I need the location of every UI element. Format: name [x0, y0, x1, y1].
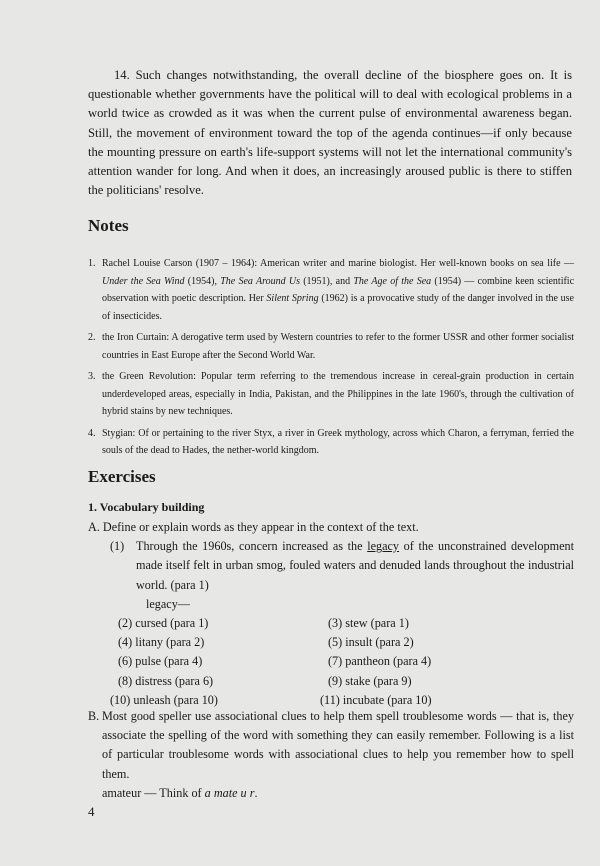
exercise-b-intro — [88, 707, 574, 784]
book-title: The Sea Around Us — [220, 275, 300, 287]
note-number: 4. — [88, 427, 96, 439]
book-title: Under the Sea Wind — [102, 275, 185, 287]
amateur-text: . — [254, 785, 258, 800]
note-number: 3. — [88, 371, 96, 382]
word-item: (5) insult (para 2) — [328, 635, 414, 650]
exercise-b-label: B. — [88, 709, 100, 723]
note-text: the Green Revolution: Popular term referring to the tremendous increase in cereal-grain production in certain underdeveloped areas, especially in India, Pakistan, and the Philippines in the late 1960's, through the cultivation of hybrid stains by new techniques. — [102, 371, 574, 417]
word-item: (11) incubate (para 10) — [320, 692, 432, 707]
vocabulary-heading: 1. Vocabulary building — [88, 500, 205, 514]
exercises-heading: Exercises — [88, 467, 156, 486]
word-item: (9) stake (para 9) — [328, 673, 412, 688]
word-item: (2) cursed (para 1) — [118, 616, 209, 631]
note-1-part: (1954) — combine keen scientific observation with poetic description. Her — [102, 275, 575, 304]
exercise-a — [88, 518, 574, 710]
item-text-part: of the unconstrained development made itself felt in urban smog, fouled waters and denuded lands throughout the industrial world. (para 1) — [136, 539, 574, 592]
paragraph-14-text: 14. Such changes notwithstanding, the overall decline of the biosphere goes on. It is questionable whether governments have the political will to deal with ecological problems in a world twice as crowded as it was when the current pulse of environmental awareness began. Still, the movement of environment toward the top of the agenda continues—if only because the mounting pressure on earth's life-support systems will not let the international community's attention wander for long. And when it does, an increasingly aroused public is there to stiffen the politicians' resolve. — [88, 68, 572, 198]
underlined-word: legacy — [367, 539, 400, 554]
word-item: (8) distress (para 6) — [118, 673, 214, 688]
note-2 — [88, 329, 574, 364]
note-1-part: (1962) is a provocative study of the danger involved in the use of insecticides. — [102, 293, 574, 322]
item-text-part: Through the 1960s, concern increased as the — [136, 539, 368, 554]
exercise-a-intro: A. Define or explain words as they appear in the context of the text. — [88, 520, 419, 534]
item-text — [136, 537, 574, 595]
page-number: 4 — [88, 804, 95, 819]
item-number: (1) — [110, 539, 125, 554]
exercise-b — [88, 707, 574, 803]
note-text: Stygian: Of or pertaining to the river Styx, a river in Greek mythology, across which Charon, a ferryman, ferried the souls of the dead to Hades, the nether-world kingdom. — [102, 427, 574, 456]
notes-heading: Notes — [88, 216, 129, 235]
amateur-example — [88, 784, 574, 803]
note-text: the Iron Curtain: A derogative term used by Western countries to refer to the former USSR and other former socialist countries in East Europe after the Second World War. — [102, 332, 574, 361]
word-item: (7) pantheon (para 4) — [328, 654, 432, 669]
exercise-b-text: Most good speller use associational clues to help them spell troublesome words — that is, they associate the spelling of the word with something they can easily remember. Following is a list of particular troublesome words with associational clues to help you remember how to spell them. — [102, 709, 574, 781]
note-number: 2. — [88, 332, 96, 343]
word-item: (3) stew (para 1) — [328, 616, 409, 631]
note-1-part: (1951), and — [299, 275, 354, 287]
word-list — [88, 614, 574, 710]
word-item: (10) unleash (para 10) — [110, 692, 218, 707]
note-number: 1. — [88, 258, 96, 269]
book-title: Silent Spring — [266, 293, 319, 304]
notes-list — [88, 255, 574, 464]
note-text — [102, 255, 574, 325]
word-item: (4) litany (para 2) — [118, 635, 205, 650]
paragraph-14 — [88, 66, 572, 200]
note-1-part: (1954), — [184, 275, 221, 287]
legacy-answer-line: legacy— — [146, 596, 190, 611]
amateur-clue: a mate u r — [204, 785, 255, 800]
exercise-item-1 — [88, 537, 574, 595]
note-1 — [88, 255, 574, 325]
book-title: The Age of the Sea — [353, 275, 432, 287]
note-1-part: Rachel Louise Carson (1907 – 1964): American writer and marine biologist. Her well-known books on sea life — — [102, 258, 574, 269]
word-item: (6) pulse (para 4) — [118, 654, 203, 669]
amateur-text: amateur — Think of — [102, 785, 205, 800]
note-3 — [88, 368, 574, 421]
note-4 — [88, 425, 574, 460]
